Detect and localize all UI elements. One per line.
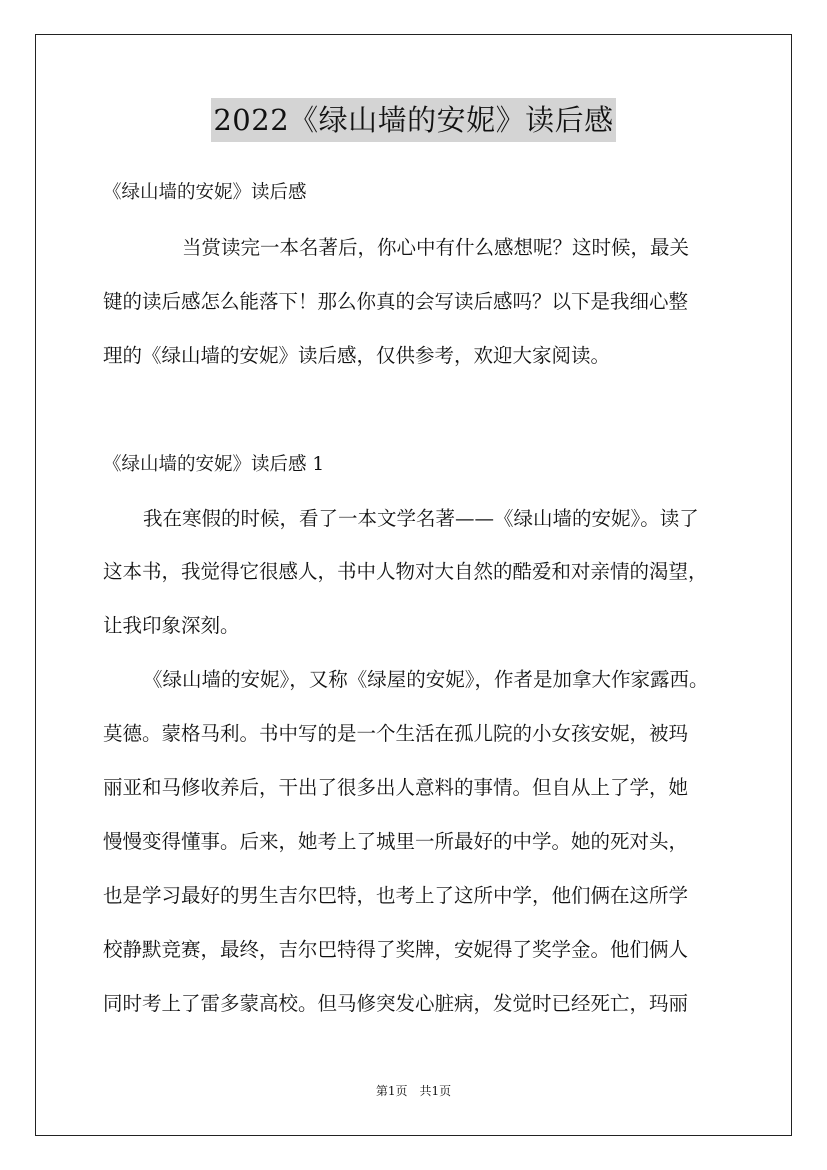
intro-line-1: 当赏读完一本名著后，你心中有什么感想呢？这时候，最关 [182,236,690,259]
page-footer: 第1页 共1页 [375,1084,452,1098]
paragraph1-line-3: 让我印象深刻。 [103,614,240,637]
paragraph1-line-1: 我在寒假的时候，看了一本文学名著——《绿山墙的安妮》。读了 [143,507,699,530]
paragraph2-line-4: 慢慢变得懂事。后来，她考上了城里一所最好的中学。她的死对头， [103,830,689,853]
paragraph2-line-5: 也是学习最好的男生吉尔巴特，也考上了这所中学，他们俩在这所学 [103,884,689,907]
paragraph1-line-2: 这本书，我觉得它很感人，书中人物对大自然的酷爱和对亲情的渴望， [103,560,708,583]
intro-line-2: 键的读后感怎么能落下！那么你真的会写读后感吗？以下是我细心整 [103,290,689,313]
document-title: 2022《绿山墙的安妮》读后感 [211,98,615,142]
title-wrap [0,98,827,142]
paragraph2-line-7: 同时考上了雷多蒙高校。但马修突发心脏病，发觉时已经死亡，玛丽 [103,992,689,1015]
paragraph2-line-2: 莫德。蒙格马利。书中写的是一个生活在孤儿院的小女孩安妮，被玛 [103,722,689,745]
document-subtitle: 《绿山墙的安妮》读后感 [103,182,307,203]
section-heading: 《绿山墙的安妮》读后感 1 [103,454,325,475]
intro-line-3: 理的《绿山墙的安妮》读后感，仅供参考，欢迎大家阅读。 [103,344,611,367]
paragraph2-line-3: 丽亚和马修收养后，干出了很多出人意料的事情。但自从上了学，她 [103,776,689,799]
paragraph2-line-6: 校静默竞赛，最终，吉尔巴特得了奖牌，安妮得了奖学金。他们俩人 [103,938,689,961]
paragraph2-line-1: 《绿山墙的安妮》，又称《绿屋的安妮》，作者是加拿大作家露西。 [143,668,709,691]
